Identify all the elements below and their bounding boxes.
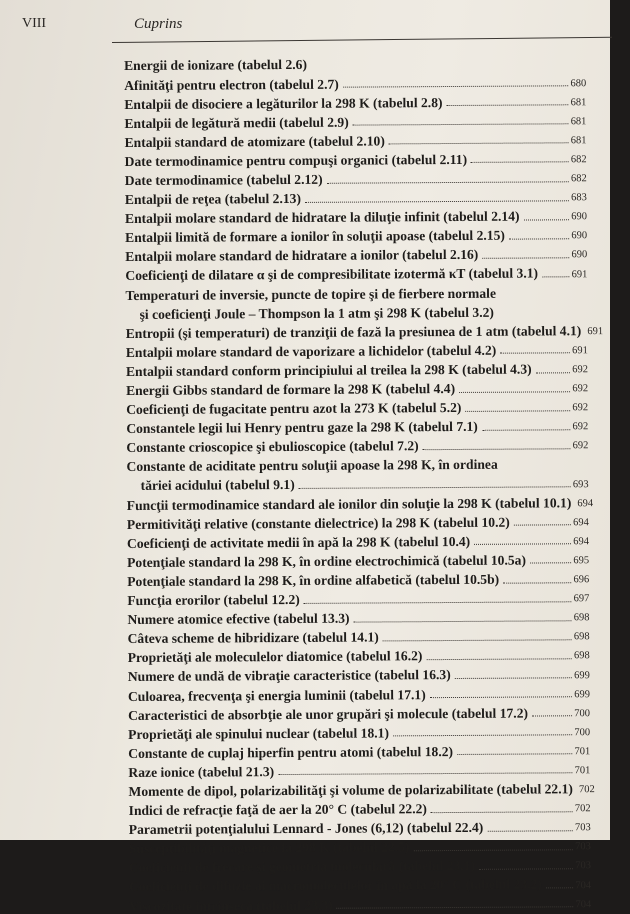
toc-entry-title: Entalpii molare standard de hidratare la diluţie infinit (tabelul 2.14) — [125, 210, 520, 226]
toc-entry-page: 698 — [574, 652, 590, 663]
dot-leader — [530, 563, 571, 564]
toc-entry — [129, 891, 591, 913]
toc-entry — [126, 318, 588, 340]
toc-entry-page: 693 — [573, 480, 589, 491]
dot-leader — [465, 410, 570, 412]
toc-entry-page: 691 — [587, 327, 603, 338]
toc-entry-title: Entropii (şi temperaturi) de tranziţii de fază la presiunea de 1 atm (tabelul 4.1) — [126, 324, 582, 340]
dot-leader — [514, 525, 571, 526]
toc-entry-page: 682 — [571, 174, 587, 185]
toc-entry-page: 692 — [573, 422, 589, 433]
toc-entry-page: 702 — [575, 804, 591, 815]
toc-entry-title: Coeficienţi de dilatare α şi de compresibilitate izotermă κT (tabelul 3.1) — [125, 267, 538, 283]
toc-entry — [125, 204, 587, 226]
dot-leader — [431, 811, 573, 813]
toc-entry-page: 701 — [575, 766, 591, 777]
toc-entry-title: Coeficienţi de activitate medii în apă la 298 K (tabelul 10.4) — [127, 535, 470, 551]
toc-entry-title: Constante de aciditate pentru soluţii apoase la 298 K, în ordinea — [126, 458, 497, 474]
toc-entry-title: Constantele legii lui Henry pentru gaze la 298 K (tabelul 7.1) — [126, 420, 478, 436]
toc-entry-page: 682 — [571, 155, 587, 166]
toc-entry-page: 690 — [571, 251, 587, 262]
toc-entry-page: 698 — [574, 632, 590, 643]
dot-leader — [426, 658, 572, 660]
toc-entry-title: Funcţia erorilor (tabelul 12.2) — [127, 593, 300, 608]
dot-leader — [430, 696, 572, 698]
dot-leader — [509, 238, 569, 239]
toc-entry-title: Entalpii standard conform principiului al treilea la 298 K (tabelul 4.3) — [126, 362, 532, 378]
dot-leader — [532, 715, 572, 716]
toc-entry-page: 698 — [574, 613, 590, 624]
toc-entry-title: Afinităţi pentru electron (tabelul 2.7) — [124, 77, 339, 92]
toc-entry-title: Potenţiale standard la 298 K, în ordine electrochimică (tabelul 10.5a) — [127, 553, 526, 569]
toc-entry-title: Numere de undă de vibraţie caracteristice (tabelul 16.3) — [128, 668, 451, 684]
dot-leader — [479, 868, 573, 870]
toc-entry-page: 690 — [571, 232, 587, 243]
toc-entry-title: Parametrii potenţialului Lennard - Jones (6,12) (tabelul 22.4) — [129, 821, 484, 837]
header-rule — [112, 37, 612, 43]
toc-entry-title: tăriei acidului (tabelul 9.1) — [141, 478, 295, 493]
table-of-contents — [124, 51, 591, 913]
toc-entry-title: Entalpii de disociere a legăturilor la 298 K (tabelul 2.8) — [124, 96, 442, 112]
toc-entry-page: 680 — [570, 79, 586, 90]
dot-leader — [383, 639, 572, 641]
dot-leader — [536, 372, 571, 373]
toc-entry-title: Entalpii de legătură medii (tabelul 2.9) — [124, 115, 348, 130]
toc-entry-title: Proprietăţi ale spinului nuclear (tabelul 18.1) — [128, 726, 389, 741]
dot-leader — [474, 544, 571, 546]
toc-entry-page: 703 — [575, 823, 591, 834]
toc-entry-page: 695 — [573, 556, 589, 567]
toc-entry-page: 696 — [573, 575, 589, 586]
toc-entry-page: 694 — [577, 499, 593, 510]
toc-entry-title: Coeficienţi de difuzie ai macromoleculelor în apă la 20° C (tabelul 23.2) — [129, 878, 542, 894]
toc-entry-page: 681 — [571, 117, 587, 128]
dot-leader — [413, 849, 573, 851]
toc-entry-page: 681 — [571, 136, 587, 147]
dot-leader — [393, 735, 572, 737]
dot-leader — [447, 104, 569, 106]
toc-entry — [126, 357, 588, 379]
page-header — [22, 14, 582, 38]
toc-entry-title: Entalpii limită de formare a ionilor în soluţii apoase (tabelul 2.15) — [125, 229, 505, 245]
toc-entry-title: Câteva scheme de hibridizare (tabelul 14.1) — [128, 631, 379, 646]
toc-entry-title: Temperaturi de inversie, puncte de topire şi de fierbere normale — [125, 286, 496, 302]
toc-entry-title: Proprietăţi ale moleculelor diatomice (tabelul 16.2) — [128, 650, 423, 665]
toc-entry-title: Coeficienţi de fugacitate pentru azot la 273 K (tabelul 5.2) — [126, 401, 461, 417]
toc-entry-title: Viscozitate intrinsecă (tabelul 23.3) — [129, 898, 332, 913]
dot-leader — [304, 601, 572, 604]
dot-leader — [278, 773, 573, 776]
toc-entry-title: şi coeficienţi Joule – Thompson la 1 atm şi 298 K (tabelul 3.2) — [140, 305, 494, 321]
toc-entry-title: Entalpii molare standard de hidratare a ionilor (tabelul 2.16) — [125, 248, 478, 264]
dot-leader — [459, 391, 570, 393]
toc-entry-page: 690 — [571, 212, 587, 223]
toc-entry — [129, 872, 591, 894]
toc-entry — [125, 261, 587, 283]
toc-entry-page: 694 — [573, 518, 589, 529]
toc-entry-page: 697 — [574, 594, 590, 605]
toc-entry-page: 692 — [572, 365, 588, 376]
toc-entry-page: 702 — [579, 785, 595, 796]
dot-leader — [353, 124, 569, 126]
toc-entry-title: Constante crioscopice şi ebulioscopice (tabelul 7.2) — [126, 439, 418, 454]
toc-entry — [127, 548, 589, 570]
toc-entry-title: Energii de ionizare (tabelul 2.6) — [124, 58, 307, 73]
toc-entry-title: Energii Gibbs standard de formare la 298 K (tabelul 4.4) — [126, 382, 455, 398]
toc-entry-page: 683 — [571, 193, 587, 204]
toc-entry-page: 700 — [574, 709, 590, 720]
toc-entry-title: Permitivităţi relative (constante dielectrice) la 298 K (tabelul 10.2) — [127, 515, 510, 531]
toc-entry-page: 692 — [573, 442, 589, 453]
toc-entry-page: 691 — [572, 346, 588, 357]
toc-entry — [128, 777, 590, 799]
toc-entry-page: 681 — [571, 98, 587, 109]
dot-leader — [482, 257, 569, 259]
dot-leader — [299, 486, 571, 489]
dot-leader — [327, 181, 569, 183]
dot-leader — [455, 677, 572, 679]
toc-entry-title: Potenţiale standard la 298 K, în ordine alfabetică (tabelul 10.5b) — [127, 573, 499, 589]
dot-leader — [542, 276, 570, 277]
dot-leader — [305, 200, 569, 203]
toc-entry-page: 692 — [572, 403, 588, 414]
toc-entry-title: Numere atomice efective (tabelul 13.3) — [127, 612, 349, 627]
dot-leader — [524, 219, 570, 220]
toc-entry-title: Raze ionice (tabelul 21.3) — [128, 765, 274, 779]
toc-entry-page: 692 — [572, 384, 588, 395]
toc-entry-page: 701 — [574, 747, 590, 758]
toc-entry-title: Entalpii molare standard de vaporizare a lichidelor (tabelul 4.2) — [126, 344, 497, 360]
dot-leader — [500, 353, 570, 354]
dot-leader — [354, 620, 572, 622]
toc-entry-page: 694 — [573, 537, 589, 548]
dot-leader — [546, 887, 574, 888]
dot-leader — [487, 830, 573, 832]
toc-entry-title: Entalpii standard de atomizare (tabelul 2.10) — [124, 134, 384, 149]
toc-entry-page: 699 — [574, 690, 590, 701]
toc-entry-page: 700 — [574, 728, 590, 739]
toc-entry-title: Susceptibilităţi magnetice la 298 K (tabelul 22.5) — [129, 841, 410, 856]
dot-leader — [343, 85, 569, 87]
toc-entry-title: Constante de cuplaj hiperfin pentru atomi (tabelul 18.2) — [128, 745, 453, 761]
toc-entry-page: 703 — [575, 843, 591, 854]
dot-leader — [389, 143, 569, 145]
toc-entry-title: Entalpii de reţea (tabelul 2.13) — [125, 192, 301, 207]
toc-entry-title: Date termodinamice (tabelul 2.12) — [125, 173, 323, 188]
dot-leader — [457, 754, 573, 756]
toc-entry-page: 691 — [572, 270, 588, 281]
page-number: VIII — [22, 16, 46, 32]
toc-entry-title: Momente de dipol, polarizabilităţi şi volume de polarizabilitate (tabelul 22.1) — [128, 782, 572, 798]
dot-leader — [471, 162, 569, 164]
section-title: Cuprins — [134, 16, 182, 33]
dot-leader — [337, 906, 574, 908]
toc-entry — [127, 490, 589, 512]
toc-entry-title: Caracteristici de absorbţie ale unor grupări şi molecule (tabelul 17.2) — [128, 706, 528, 722]
toc-entry-page: 704 — [575, 881, 591, 892]
dot-leader — [503, 582, 571, 583]
dot-leader — [423, 448, 571, 450]
toc-entry-title: Funcţii termodinamice standard ale ionilor din soluţie la 298 K (tabelul 10.1) — [127, 496, 572, 512]
toc-entry-page: 704 — [575, 900, 591, 911]
toc-entry-title: Culoarea, frecvenţa şi energia luminii (tabelul 17.1) — [128, 688, 426, 703]
dot-leader — [482, 429, 571, 431]
toc-entry-title: Indici de refracţie faţă de aer la 20° C (tabelul 22.2) — [129, 802, 427, 817]
toc-entry-title: Coeficienţi de frecare şi geometria moleculară (tabelul 23.1) — [129, 859, 475, 875]
toc-entry-page: 699 — [574, 671, 590, 682]
toc-entry-title: Date termodinamice pentru compuşi organici (tabelul 2.11) — [125, 153, 468, 169]
toc-entry-page: 703 — [575, 862, 591, 873]
